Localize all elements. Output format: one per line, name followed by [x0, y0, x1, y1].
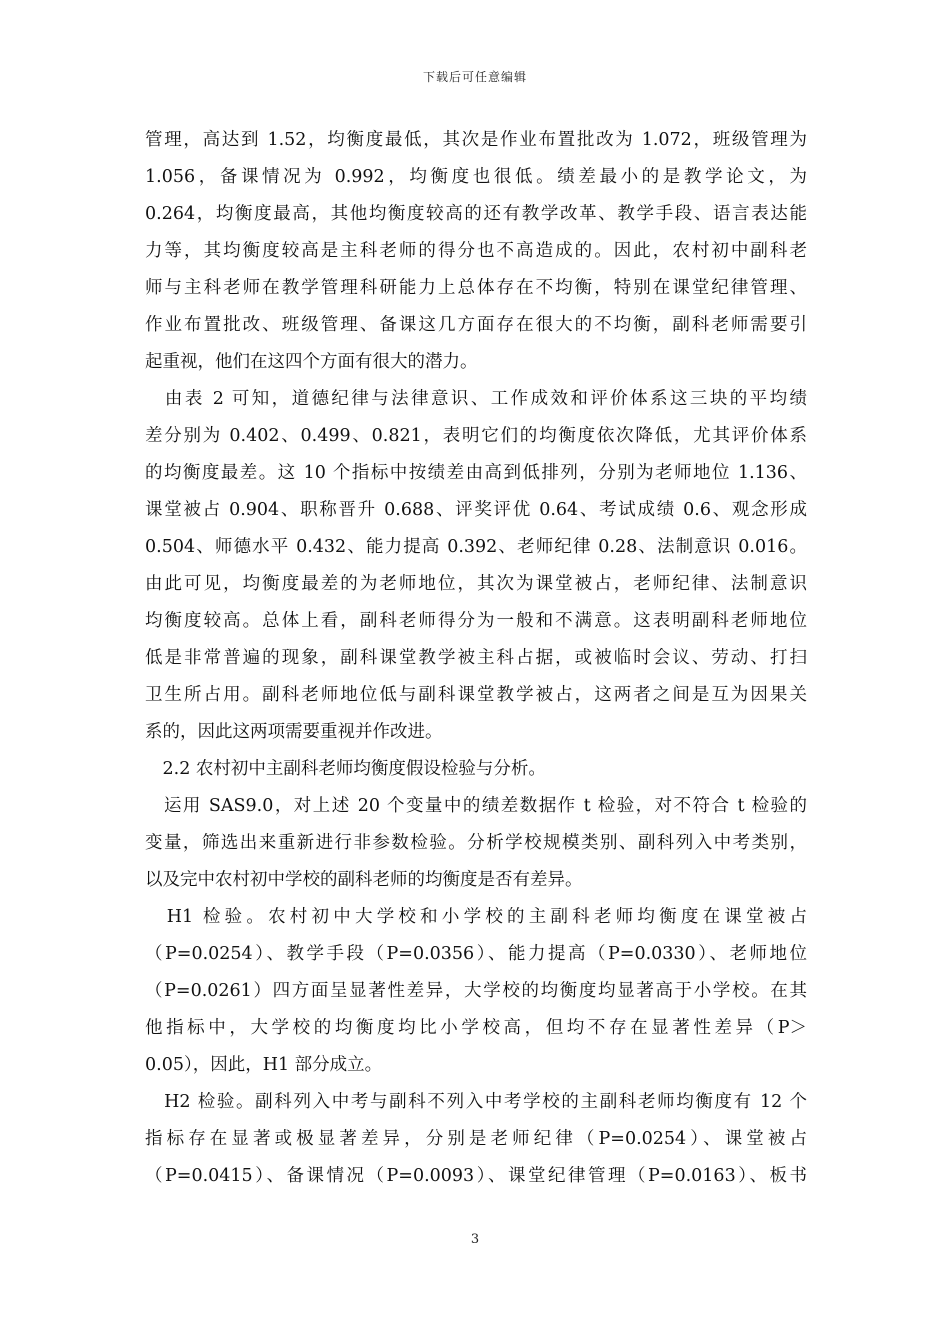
text-line: 变量，筛选出来重新进行非参数检验。分析学校规模类别、副科列入中考类别，: [145, 833, 807, 853]
text-line: （P=0.0254）、教学手段（P=0.0356）、能力提高（P=0.0330）、老师地位: [145, 944, 807, 964]
text-line: 0.504、师德水平 0.432、能力提高 0.392、老师纪律 0.28、法制意识 0.016。: [145, 537, 807, 557]
text-line: 由此可见，均衡度最差的为老师地位，其次为课堂被占，老师纪律、法制意识: [145, 574, 807, 594]
text-line: 的均衡度最差。这 10 个指标中按绩差由高到低排列，分别为老师地位 1.136、: [145, 463, 807, 483]
text-line: 力等，其均衡度较高是主科老师的得分也不高造成的。因此，农村初中副科老: [145, 241, 807, 261]
text-line: 均衡度较高。总体上看，副科老师得分为一般和不满意。这表明副科老师地位: [145, 611, 807, 631]
body-text: [145, 122, 807, 1195]
text-line: 差分别为 0.402、0.499、0.821，表明它们的均衡度依次降低，尤其评价体系: [145, 426, 807, 446]
text-line: 运用 SAS9.0，对上述 20 个变量中的绩差数据作 t 检验，对不符合 t 检验的: [145, 796, 807, 816]
text-line: 由表 2 可知，道德纪律与法律意识、工作成效和评价体系这三块的平均绩: [145, 389, 807, 409]
text-line: 课堂被占 0.904、职称晋升 0.688、评奖评优 0.64、考试成绩 0.6、观念形成: [145, 500, 807, 520]
text-line: 作业布置批改、班级管理、备课这几方面存在很大的不均衡，副科老师需要引: [145, 315, 807, 335]
text-line: 0.264，均衡度最高，其他均衡度较高的还有教学改革、教学手段、语言表达能: [145, 204, 807, 224]
text-line: 指标存在显著或极显著差异，分别是老师纪律（P=0.0254）、课堂被占: [145, 1129, 807, 1149]
text-line: （P=0.0261）四方面呈显著性差异，大学校的均衡度均显著高于小学校。在其: [145, 981, 807, 1001]
text-line: （P=0.0415）、备课情况（P=0.0093）、课堂纪律管理（P=0.0163）、板书: [145, 1166, 807, 1186]
text-line: 师与主科老师在教学管理科研能力上总体存在不均衡，特别在课堂纪律管理、: [145, 278, 807, 298]
text-line: 起重视，他们在这四个方面有很大的潜力。: [145, 352, 478, 372]
text-line: 1.056，备课情况为 0.992，均衡度也很低。绩差最小的是教学论文，为: [145, 167, 807, 187]
text-line: 他指标中，大学校的均衡度均比小学校高，但均不存在显著性差异（P＞: [145, 1018, 807, 1038]
page-header: 下载后可任意编辑: [422, 70, 527, 84]
text-line: 卫生所占用。副科老师地位低与副科课堂教学被占，这两者之间是互为因果关: [145, 685, 807, 705]
text-line: 管理，高达到 1.52，均衡度最低，其次是作业布置批改为 1.072，班级管理为: [145, 130, 807, 150]
text-line: H2 检验。副科列入中考与副科不列入中考学校的主副科老师均衡度有 12 个: [145, 1092, 807, 1112]
text-line: 0.05），因此，H1 部分成立。: [145, 1055, 383, 1075]
text-line: 系的，因此这两项需要重视并作改进。: [145, 722, 443, 742]
page-number: 3: [470, 1232, 480, 1247]
text-line: H1 检验。农村初中大学校和小学校的主副科老师均衡度在课堂被占: [145, 907, 807, 927]
text-line: 以及完中农村初中学校的副科老师的均衡度是否有差异。: [145, 870, 583, 890]
section-heading: 2.2 农村初中主副科老师均衡度假设检验与分析。: [145, 759, 546, 779]
text-line: 低是非常普遍的现象，副科课堂教学被主科占据，或被临时会议、劳动、打扫: [145, 648, 807, 668]
